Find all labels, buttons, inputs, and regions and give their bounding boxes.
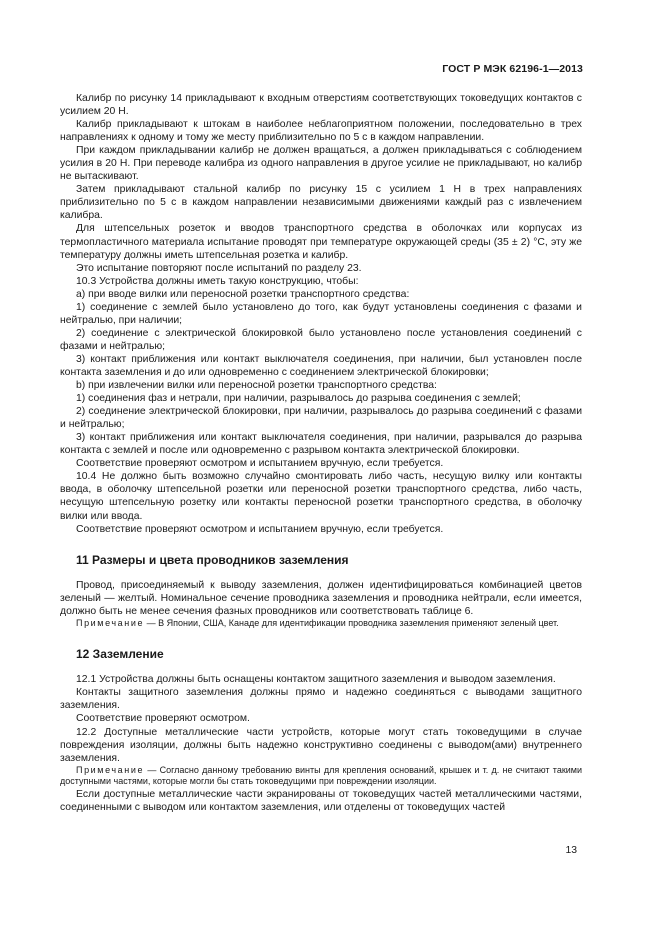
list-item: 1) соединения фаз и нетрали, при наличии, разрывалось до разрыва соединения с землей; (76, 393, 521, 405)
paragraph: При каждом прикладывании калибр не должен вращаться, а должен прикладываться с соблюдением усилия в 20 Н. При переводе калибра из одного направления в другое усилие не прикладывают, но калибр не вытаскивают. (60, 145, 582, 183)
note-label: Примечание (76, 764, 145, 775)
note-text: — Согласно данному требованию винты для крепления оснований, крышек и т. д. не считают такими доступными частями, которые могли бы стать токоведущими при повреждении изоляции. (60, 764, 582, 787)
paragraph: Контакты защитного заземления должны прямо и надежно соединяться с выводами защитного заземления. (60, 687, 582, 712)
section-11-heading: 11 Размеры и цвета проводников заземления (76, 552, 349, 567)
clause-12-1: 12.1 Устройства должны быть оснащены контактом защитного заземления и выводом заземления. (76, 674, 556, 686)
note (60, 618, 582, 630)
list-item: 3) контакт приближения или контакт выключателя соединения, при наличии, разрывался до разрыва контакта с землей и после или одновременно с разрывом контакта электрической блокировки. (60, 432, 582, 457)
clause-12-2: 12.2 Доступные металлические части устройств, которые могут стать токоведущими в случае повреждения изоляции, должны быть надежно конструктивно соединены с выводом(ами) внутреннего заземления. (60, 726, 582, 764)
section-12-heading: 12 Заземление (76, 647, 164, 662)
paragraph: Калибр прикладывают к штокам в наиболее неблагоприятном положении, последовательно в трех направлениях к одному и тому же месту приблизительно по 5 с в каждом направлении. (60, 119, 582, 144)
paragraph: Затем прикладывают стальной калибр по рисунку 15 с усилием 1 Н в трех направлениях приблизительно по 5 с в каждом направлении независимыми движениями каждый раз с извлечением калибра. (60, 184, 582, 222)
paragraph: Для штепсельных розеток и вводов транспортного средства в оболочках или корпусах из термопластичного материала испытание проводят при температуре окружающей среды (35 ± 2) °С, эту же температуру должны иметь штепсельная розетка и калибр. (60, 223, 582, 261)
document-body (60, 92, 582, 814)
clause-10-3: 10.3 Устройства должны иметь такую конструкцию, чтобы: (76, 275, 359, 287)
note-label: Примечание (76, 617, 145, 628)
paragraph: Соответствие проверяют осмотром. (76, 713, 250, 725)
document-header: ГОСТ Р МЭК 62196-1—2013 (442, 63, 583, 75)
clause-10-4: 10.4 Не должно быть возможно случайно смонтировать либо часть, несущую вилку или контакты ввода, в оболочку штепсельной розетки или переносной розетки транспортного средства, либо часть, несущую штепсельную розетку или контакты переносной розетки транспортного средства, в оболочку вилки или ввода. (60, 471, 582, 522)
paragraph: Провод, присоединяемый к выводу заземления, должен идентифицироваться комбинацией цветов зеленый — желтый. Номинальное сечение проводника заземления и проводника нейтрали, если имеется, должно быть не менее сечения фазных проводников или соответствовать таблице 6. (60, 579, 582, 617)
list-item: 3) контакт приближения или контакт выключателя соединения, при наличии, был установлен после контакта заземления и до или одновременно с соединением электрической блокировки; (60, 353, 582, 378)
note (60, 765, 582, 788)
note-text: — В Японии, США, Канаде для идентификации проводника заземления применяют зеленый цвет. (144, 617, 559, 628)
paragraph: Это испытание повторяют после испытаний по разделу 23. (76, 262, 362, 274)
list-item: b) при извлечении вилки или переносной розетки транспортного средства: (76, 380, 437, 392)
paragraph: Соответствие проверяют осмотром и испытанием вручную, если требуется. (76, 458, 444, 470)
list-item: 2) соединение электрической блокировки, при наличии, разрывалось до разрыва соединений с фазами и нейтралью; (60, 406, 582, 431)
list-item: а) при вводе вилки или переносной розетки транспортного средства: (76, 288, 410, 300)
list-item: 1) соединение с землей было установлено до того, как будут установлены соединения с фазами и нейтралью, при наличии; (60, 301, 582, 326)
paragraph: Соответствие проверяют осмотром и испытанием вручную, если требуется. (76, 523, 444, 535)
list-item: 2) соединение с электрической блокировкой было установлено после установления соединений с фазами и нейтралью; (60, 327, 582, 352)
page-number: 13 (565, 845, 577, 856)
paragraph: Если доступные металлические части экранированы от токоведущих частей металлическими частями, соединенными с выводом или контактом заземления, или отделены от токоведущих частей (60, 788, 582, 813)
paragraph: Калибр по рисунку 14 прикладывают к входным отверстиям соответствующих токоведущих контактов с усилием 20 Н. (60, 93, 582, 118)
